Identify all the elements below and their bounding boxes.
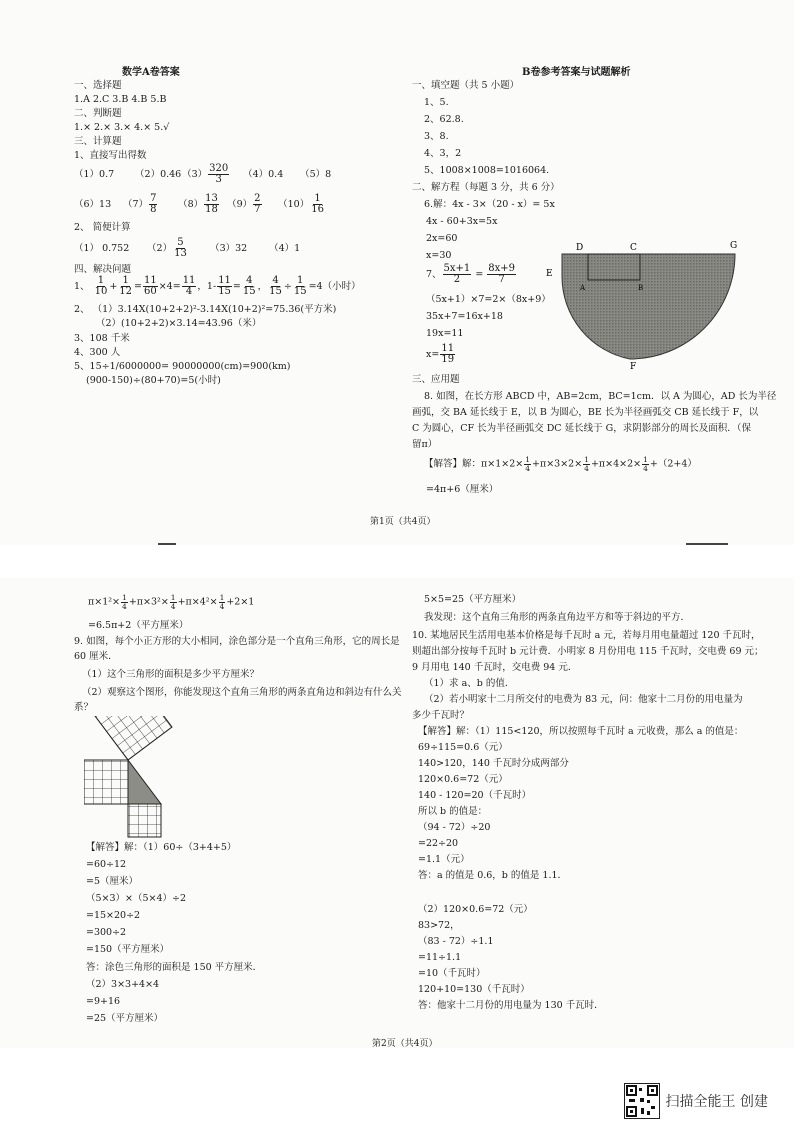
- answer: （6）13: [74, 199, 112, 210]
- question: 多少千瓦时？: [412, 710, 470, 721]
- fraction: $\frac{1}{16}$: [311, 193, 324, 215]
- answer: （10） $\frac{1}{16}$: [278, 193, 324, 215]
- answer-line: 140 - 120=20（千瓦时）: [418, 790, 532, 801]
- answer-line: 2x=60: [426, 233, 458, 244]
- fraction: $\frac{1}{4}$: [643, 455, 648, 473]
- fraction: $\frac{7}{8}$: [150, 193, 157, 215]
- answer-line: =6.5π+2（平方厘米）: [88, 620, 189, 631]
- section-title: 数学A卷答案: [122, 67, 180, 78]
- label-g: G: [730, 241, 738, 251]
- bottom-square: [128, 804, 161, 837]
- left-square: [84, 760, 128, 804]
- answer: （1） 0.752: [74, 243, 130, 254]
- answer-line: （2）120×0.6=72（元）: [418, 904, 533, 915]
- fraction: $\frac{11}{4}$: [182, 275, 196, 297]
- answer-row: [74, 164, 331, 185]
- label-a: A: [580, 284, 586, 292]
- answer: （1）0.7: [74, 169, 115, 180]
- answer-line: =9+16: [86, 996, 121, 1007]
- answer-line: =60÷12: [86, 859, 127, 870]
- scanner-watermark: [624, 1083, 768, 1119]
- fraction: $\frac{11}{19}$: [441, 343, 455, 365]
- answer-line: 5、15÷1/6000000= 90000000(cm)=900(km): [74, 361, 291, 372]
- shaded-triangle: [128, 760, 161, 804]
- fraction: $\frac{1}{15}$: [293, 275, 307, 297]
- page-number: 第2页（共4页）: [372, 1039, 438, 1049]
- answer: （4）0.4: [243, 169, 284, 180]
- heading: 四、解决问题: [74, 264, 132, 275]
- answer-line: 1.A 2.C 3.B 4.B 5.B: [74, 94, 167, 105]
- scan-mark: [158, 543, 176, 545]
- fraction: $\frac{11}{15}$: [218, 275, 231, 297]
- answer-line: 5×5=25（平方厘米）: [424, 594, 522, 605]
- answer-line: =4π+6（厘米）: [426, 484, 499, 495]
- answer-line: 4、300 人: [74, 347, 121, 358]
- heading: 二、判断题: [74, 108, 122, 119]
- answer-line: =15×20÷2: [86, 910, 141, 921]
- heading: 三、应用题: [412, 374, 460, 385]
- answer-page-2: [0, 578, 794, 1048]
- heading: 2、 简便计算: [74, 222, 131, 233]
- fraction: $\frac{11}{60}$: [143, 275, 157, 297]
- answer-line: 答：涂色三角形的面积是 150 平方厘米．: [86, 962, 263, 973]
- problem-text: 10. 某地居民生活用电基本价格是每千瓦时 a 元，若每月用电量超过 120 千瓦时，: [412, 630, 761, 641]
- answer-line: 69÷115=0.6（元）: [418, 742, 508, 753]
- answer-row: [74, 194, 326, 215]
- answer-line: 83>72，: [418, 920, 460, 931]
- answer-line: 140>120，140 千瓦时分成两部分: [418, 758, 569, 769]
- qr-code-icon: [624, 1083, 660, 1119]
- answer-line: =5（厘米）: [86, 876, 139, 887]
- answer-line: (900-150)÷(80+70)=5(小时): [86, 375, 221, 386]
- answer-line: （5×3）×（5×4）÷2: [86, 893, 187, 904]
- answer: （7） $\frac{7}{8}$: [123, 193, 157, 215]
- answer-line: 5、1008×1008=1016064.: [424, 165, 550, 176]
- label-c: C: [630, 243, 637, 253]
- heading: 三、计算题: [74, 136, 122, 147]
- answer-line: 答：他家十二月份的用电量为 130 千瓦时．: [418, 1000, 604, 1011]
- pythagoras-grid-figure: [84, 716, 234, 840]
- answer-line: 120+10=130（千瓦时）: [418, 984, 530, 995]
- answer-line: 【解答】解：（1）115<120，所以按照每千瓦时 a 元收费，那么 a 的值是：: [418, 726, 744, 737]
- fraction: $\frac{8x+9}{7}$: [488, 263, 516, 285]
- heading: 二、解方程（每题 3 分，共 6 分）: [412, 182, 560, 193]
- answer-line: （2）(10+2+2)×3.14=43.96（米）: [96, 318, 262, 329]
- answer-line: =10（千瓦时）: [418, 968, 486, 979]
- label-f: F: [630, 362, 637, 371]
- equation: 7、 $\frac{5x+1}{2}$ = $\frac{8x+9}{7}$: [426, 263, 516, 285]
- answer-line: 【解答】解：（1）60÷（3+4+5）: [86, 842, 237, 853]
- page-number: 第1页（共4页）: [370, 517, 436, 527]
- fraction: $\frac{1}{4}$: [525, 455, 530, 473]
- fraction: $\frac{1}{4}$: [584, 455, 589, 473]
- answer-line: （2）3×3+4×4: [86, 979, 160, 990]
- watermark-text: 扫描全能王 创建: [665, 1094, 768, 1110]
- answer-line: =11÷1.1: [418, 952, 462, 963]
- fraction: $\frac{13}{18}$: [205, 193, 218, 215]
- problem-text: 留π）: [412, 439, 438, 450]
- fraction: $\frac{320}{3}$: [209, 163, 229, 185]
- fraction: $\frac{1}{4}$: [170, 593, 176, 611]
- answer-line: 19x=11: [426, 328, 464, 339]
- answer-row: [74, 238, 300, 259]
- fraction: $\frac{5}{13}$: [174, 237, 187, 259]
- answer: （5）8: [300, 169, 332, 180]
- fraction: $\frac{5x+1}{2}$: [443, 263, 471, 285]
- answer-line: 2、62.8.: [424, 114, 464, 125]
- question: （2）观察这个图形，你能发现这个直角三角形的两条直角边和斜边有什么关: [82, 687, 402, 698]
- fraction: $\frac{1}{4}$: [122, 593, 127, 611]
- answer: （9） $\frac{2}{7}$: [227, 193, 261, 215]
- answer-line: 1.× 2.× 3.× 4.× 5.√: [74, 122, 170, 133]
- answer-line: =150（平方厘米）: [86, 944, 170, 955]
- answer-line: （94 - 72）÷20: [418, 822, 491, 833]
- fraction: $\frac{1}{4}$: [219, 593, 225, 611]
- problem-text: C 为圆心，CF 长为半径画弧交 DC 延长线于 G，求阴影部分的周长及面积．（保: [412, 423, 751, 434]
- problem-text: 画弧，交 BA 延长线于 E，以 B 为圆心，BE 长为半径画弧交 CB 延长线于 F，以: [412, 407, 759, 418]
- scan-mark: [686, 543, 728, 545]
- fraction: $\frac{4}{15}$: [242, 275, 256, 297]
- answer-line: 35x+7=16x+18: [426, 311, 503, 322]
- heading: 1、直接写出得数: [74, 150, 147, 161]
- answer-line: =25（平方厘米）: [86, 1013, 164, 1024]
- label-d: D: [576, 243, 584, 253]
- answer-line: 4、3，2: [424, 148, 462, 159]
- answer-line: =300÷2: [86, 927, 127, 938]
- answer: （8） $\frac{13}{18}$: [178, 193, 218, 215]
- answer-line: （83 - 72）÷1.1: [418, 936, 494, 947]
- problem-text: 则超出部分按每千瓦时 b 元计费．小明家 8 月份用电 115 千瓦时，交电费 69 元；: [412, 646, 764, 657]
- solution-line: 【解答】解：π×1×2× $\frac{1}{4}$ +π×3×2× $\frac{1}{4}$ +π×4×2× $\frac{1}{4}$ +（2+4）: [424, 455, 697, 473]
- answer-line: 3、108 千米: [74, 333, 130, 344]
- question: （1）求 a、b 的值．: [424, 678, 515, 689]
- answer-line: 2、 （1）3.14X(10+2+2)²-3.14X(10+2)²=75.36(平方米): [74, 304, 337, 315]
- answer-line: =1.1（元）: [418, 854, 470, 865]
- fraction: $\frac{1}{12}$: [119, 275, 133, 297]
- heading: 一、选择题: [74, 80, 122, 91]
- problem-text: 8. 如图，在长方形 ABCD 中，AB=2cm，BC=1cm．以 A 为圆心，AD 长为半径: [424, 391, 777, 402]
- shaded-arc-figure: [540, 236, 750, 371]
- section-title: B卷参考答案与试题解析: [522, 67, 631, 78]
- left-column: [74, 0, 374, 545]
- answer-line: 答：a 的值是 0.6，b 的值是 1.1．: [418, 870, 568, 881]
- problem-text: 60 厘米．: [74, 651, 118, 662]
- equation: x= $\frac{11}{19}$: [426, 343, 455, 365]
- answer: （3）32: [210, 243, 248, 254]
- answer-row: 1、 $\frac{1}{10}$ + $\frac{1}{12}$ = $\frac{11}{60}$ ×4= $\frac{11}{4}$ ，1- $\frac{11}{15}$ = $\frac{4}{15}$ ， $\frac{4}{15}$ ÷ $\frac{1}{15}$ =4（小时）: [74, 275, 361, 297]
- label-e: E: [546, 269, 553, 279]
- problem-text: 9. 如图，每个小正方形的大小相同，涂色部分是一个直角三角形，它的周长是: [74, 636, 400, 647]
- answer-line: 4x - 60+3x=5x: [426, 216, 498, 227]
- answer: （3） $\frac{320}{3}$: [182, 163, 229, 185]
- answer-line: x=30: [426, 250, 452, 261]
- heading: 一、填空题（共 5 小题）: [412, 80, 520, 91]
- answer-line: 我发现：这个直角三角形的两条直角边平方和等于斜边的平方．: [424, 612, 691, 623]
- answer-page-1: [0, 0, 794, 545]
- fraction: $\frac{1}{10}$: [94, 275, 108, 297]
- answer-line: =22÷20: [418, 838, 459, 849]
- answer-line: 6.解：4x - 3×（20 - x）= 5x: [424, 199, 555, 210]
- fraction: $\frac{2}{7}$: [254, 193, 261, 215]
- question: （1）这个三角形的面积是多少平方厘米？: [82, 669, 260, 680]
- answer: （2）0.46: [135, 169, 182, 180]
- answer-line: 120×0.6=72（元）: [418, 774, 508, 785]
- question: 系？: [74, 702, 94, 713]
- right-column: [412, 578, 782, 1048]
- answer-line: 1、5.: [424, 97, 449, 108]
- answer: （4）1: [269, 243, 301, 254]
- label-b: B: [638, 284, 644, 292]
- tilted-square: [95, 716, 172, 760]
- problem-text: 9 月用电 140 千瓦时，交电费 94 元．: [412, 662, 578, 673]
- question: （2）若小明家十二月所交付的电费为 83 元，问：他家十二月份的用电量为: [424, 694, 743, 705]
- equation: π×1²× $\frac{1}{4}$ +π×3²× $\frac{1}{4}$ +π×4²× $\frac{1}{4}$ +2×1: [88, 593, 255, 611]
- answer-line: （5x+1）×7=2×（8x+9）: [426, 294, 551, 305]
- fraction: $\frac{4}{15}$: [269, 275, 282, 297]
- answer-line: 所以 b 的值是：: [418, 806, 488, 817]
- answer: （2） $\frac{5}{13}$: [147, 237, 187, 259]
- answer-line: 3、8.: [424, 131, 449, 142]
